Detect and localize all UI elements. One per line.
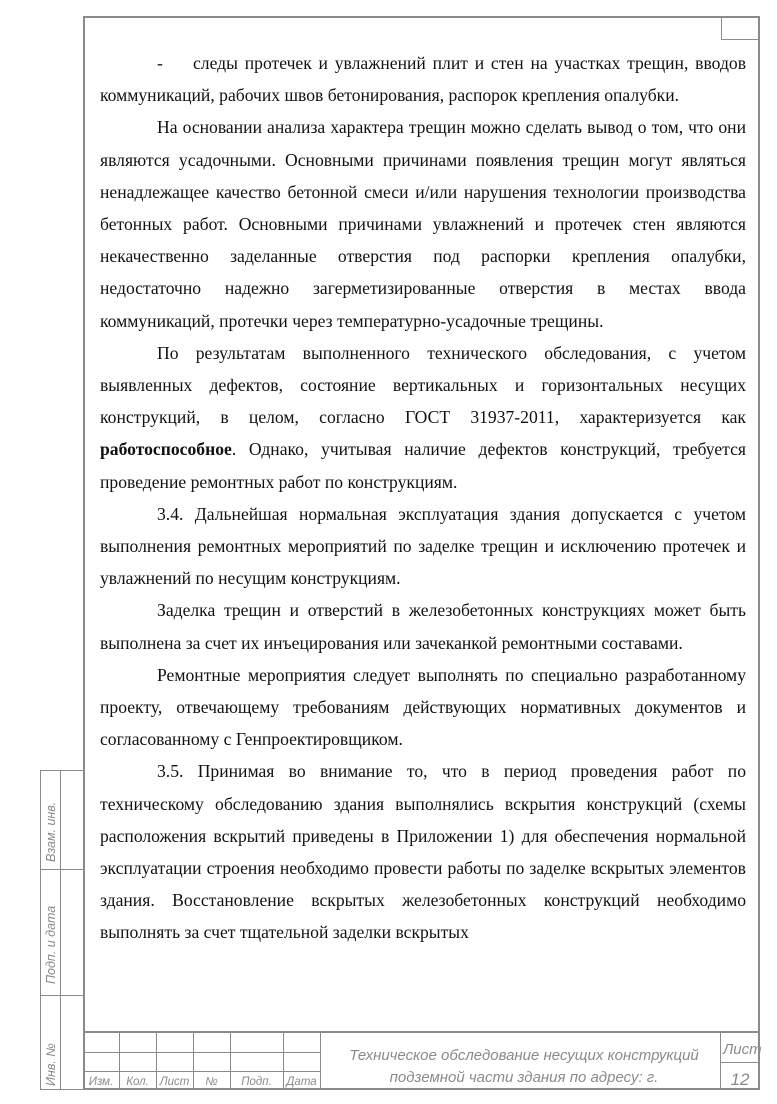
paragraph-list-item [100,47,746,111]
sheet-number: 12 [730,1070,750,1089]
paragraph-2: На основании анализа характера трещин можно сделать вывод о том, что они являются усадочными. Основными причинами появления трещин могут являться ненадлежащее качество бетонной смеси и/или нарушения технологии производства бетонных работ. Основными причинами увлажнений и протечек стен являются некачественно заделанные отверстия под распорки крепления опалубки, недостаточно надежно загерметизированные отверстия в местах ввода коммуникаций, протечки через температурно-усадочные трещины. [100,117,746,331]
header-kol: Кол. [126,1076,149,1088]
side-strip [40,770,83,1090]
paragraph-7: 3.5. Принимая во внимание то, что в период проведения работ по техническому обследованию здания выполнялись вскрытия конструкций (схемы расположения вскрытий приведены в Приложении 1) для обеспечения нормальной эксплуатации строения необходимо провести работы по заделке вскрытых элементов здания. Восстановление вскрытых железобетонных конструкций необходимо выполнять за счет тщательной заделки вскрытых [100,761,746,943]
header-izm: Изм. [88,1076,114,1088]
paragraph-5: Заделка трещин и отверстий в железобетонных конструкциях может быть выполнена за счет их инъецирования или зачеканкой ремонтными составами. [100,600,746,653]
label-inv-no: Инв. № [44,1043,58,1086]
document-body [100,47,746,949]
document-title: Техническое обследование несущих конструкций подземной части здания по адресу: г. [349,1047,699,1086]
header-podp: Подп. [241,1076,272,1088]
header-list: Лист [159,1076,190,1088]
label-podp-data: Подп. и дата [44,905,58,984]
header-data: Дата [286,1076,317,1088]
dash-marker: - [157,53,163,73]
paragraph-3: По результатам выполненного технического обследования, с учетом выявленных дефектов, состояние вертикальных и горизонтальных несущих конструкций, в целом, согласно ГОСТ 31937-2011, характеризуется как работоспособное. Однако, учитывая наличие дефектов конструкций, требуется проведение ремонтных работ по конструкциям. [100,342,746,492]
header-no: № [205,1076,218,1088]
label-vzam-inv: Взам. инв. [44,801,58,862]
side-cell-vzam-value [60,770,83,870]
bold-term: работоспособное [100,439,232,460]
paragraph-1-text: следы протечек и увлажнений плит и стен на участках трещин, вводов коммуникаций, рабочих швов бетонирования, распорок крепления опалубки. [100,53,746,106]
side-cell-podp-value [60,870,83,996]
paragraph-6: Ремонтные мероприятия следует выполнять по специально разработанному проекту, отвечающему требованиям действующих нормативных документов и согласованному с Генпроектировщиком. [100,664,746,750]
sheet-label: Лист [723,1041,762,1058]
paragraph-4: 3.4. Дальнейшая нормальная эксплуатация здания допускается с учетом выполнения ремонтных мероприятий по заделке трещин и исключению протечек и увлажнений по несущим конструкциям. [100,503,746,589]
corner-box [721,16,760,40]
title-block [83,1031,760,1090]
side-cell-inv-value [60,996,83,1090]
